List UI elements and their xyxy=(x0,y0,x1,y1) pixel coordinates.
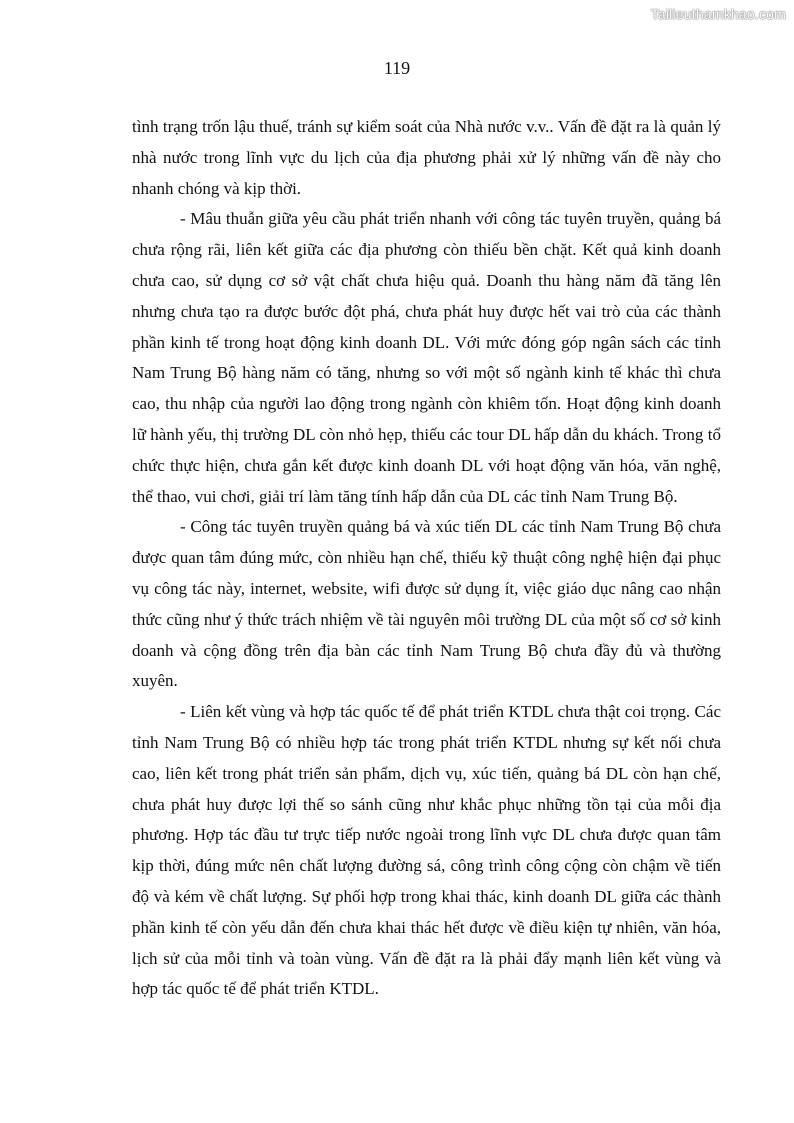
paragraph-bullet-promotion: - Công tác tuyên truyền quảng bá và xúc tiến DL các tỉnh Nam Trung Bộ chưa được quan tâm đúng mức, còn nhiều hạn chế, thiếu kỹ thuật công nghệ hiện đại phục vụ công tác này, internet, website, wifi được sử dụng ít, việc giáo dục nâng cao nhận thức cũng như ý thức trách nhiệm về tài nguyên môi trường DL của một số cơ sở kinh doanh và cộng đồng trên địa bàn các tỉnh Nam Trung Bộ chưa đầy đủ và thường xuyên. xyxy=(132,517,721,691)
page-number: 119 xyxy=(383,58,411,78)
paragraph-bullet-development-conflict: - Mâu thuẫn giữa yêu cầu phát triển nhanh với công tác tuyên truyền, quảng bá chưa rộng rãi, liên kết giữa các địa phương còn thiếu bền chặt. Kết quả kinh doanh chưa cao, sử dụng cơ sở vật chất chưa hiệu quả. Doanh thu hàng năm đã tăng lên nhưng chưa tạo ra được bước đột phá, chưa phát huy được hết vai trò của các thành phần kinh tế trong hoạt động kinh doanh DL. Với mức đóng góp ngân sách các tỉnh Nam Trung Bộ hàng năm có tăng, nhưng so với một số ngành kinh tế khác thì chưa cao, thu nhập của người lao động trong ngành còn khiêm tốn. Hoạt động kinh doanh lữ hành yếu, thị trường DL còn nhỏ hẹp, thiếu các tour DL hấp dẫn du khách. Trong tổ chức thực hiện, chưa gắn kết được kinh doanh DL với hoạt động văn hóa, văn nghệ, thể thao, vui chơi, giải trí làm tăng tính hấp dẫn của DL các tỉnh Nam Trung Bộ. xyxy=(132,209,721,506)
paragraph-bullet-regional-cooperation: - Liên kết vùng và hợp tác quốc tế để phát triển KTDL chưa thật coi trọng. Các tỉnh Nam Trung Bộ có nhiều hợp tác trong phát triển KTDL nhưng sự kết nối chưa cao, liên kết trong phát triển sản phẩm, dịch vụ, xúc tiến, quảng bá DL còn hạn chế, chưa phát huy được lợi thế so sánh cũng như khắc phục những tồn tại của mỗi địa phương. Hợp tác đầu tư trực tiếp nước ngoài trong lĩnh vực DL chưa được quan tâm kịp thời, đúng mức nên chất lượng đường sá, công trình công cộng còn chậm về tiến độ và kém về chất lượng. Sự phối hợp trong khai thác, kinh doanh DL giữa các thành phần kinh tế còn yếu dẫn đến chưa khai thác hết được về điều kiện tự nhiên, văn hóa, lịch sử của mỗi tỉnh và toàn vùng. Vấn đề đặt ra là phải đẩy mạnh liên kết vùng và hợp tác quốc tế để phát triển KTDL. xyxy=(132,702,721,999)
paragraph-continuation: tình trạng trốn lậu thuế, tránh sự kiểm soát của Nhà nước v.v.. Vấn đề đặt ra là quản lý nhà nước trong lĩnh vực du lịch của địa phương phải xử lý những vấn đề này cho nhanh chóng và kịp thời. xyxy=(132,117,721,198)
document-body xyxy=(132,112,721,1005)
watermark: Tailieuthamkhao.com xyxy=(650,6,786,22)
